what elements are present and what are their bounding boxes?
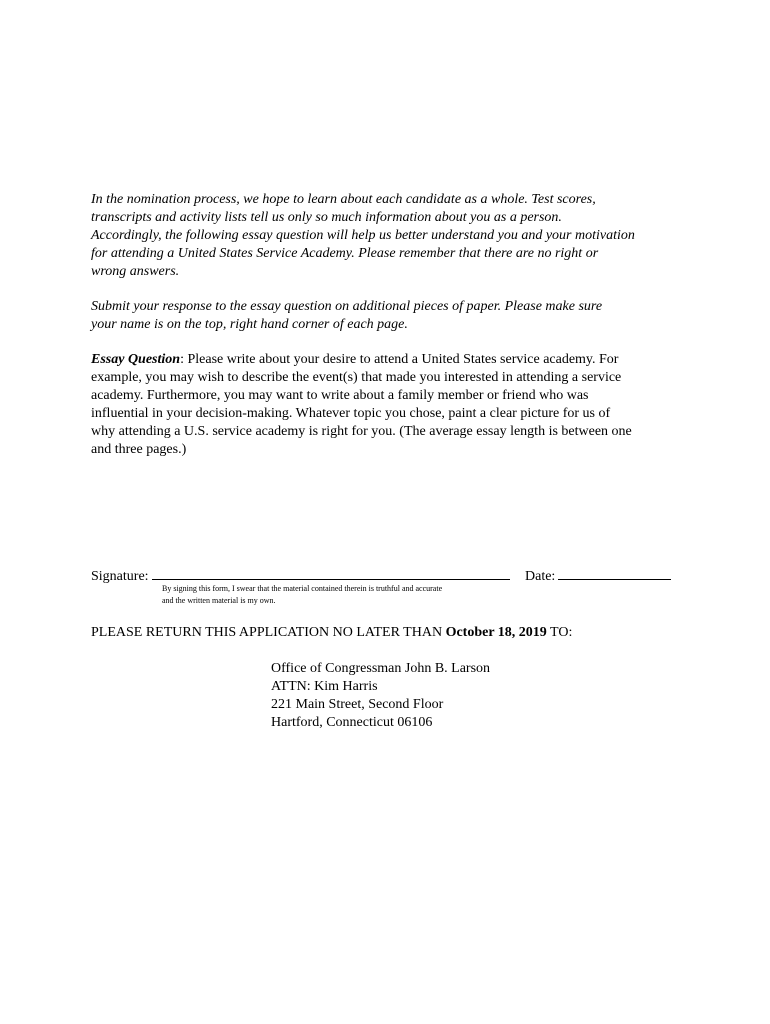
essay-line: example, you may wish to describe the event(s) that made you interested in attending a service xyxy=(91,370,622,385)
essay-question xyxy=(91,351,691,459)
return-notice-prefix: PLEASE RETURN THIS APPLICATION NO LATER THAN xyxy=(91,625,446,640)
essay-first-line xyxy=(91,351,691,369)
essay-line: why attending a U.S. service academy is right for you. (The average essay length is between one xyxy=(91,424,632,439)
essay-question-label: Essay Question xyxy=(91,352,181,367)
signature-note xyxy=(162,583,442,607)
signature-label: Signature: xyxy=(91,569,149,584)
intro-line: transcripts and activity lists tell us only so much information about you as a person. xyxy=(91,210,562,225)
essay-line: and three pages.) xyxy=(91,442,187,457)
address-line: 221 Main Street, Second Floor xyxy=(271,697,444,712)
submit-instructions xyxy=(91,298,691,334)
return-notice-suffix: TO: xyxy=(546,625,573,640)
intro-line: for attending a United States Service Academy. Please remember that there are no right or xyxy=(91,246,599,261)
essay-first-line-text: : Please write about your desire to attend a United States service academy. For xyxy=(180,352,619,367)
essay-line: influential in your decision-making. Whatever topic you chose, paint a clear picture for us of xyxy=(91,406,611,421)
date-field[interactable] xyxy=(558,565,671,580)
date-label: Date: xyxy=(525,569,556,584)
signature-note-line: and the written material is my own. xyxy=(162,596,276,605)
address-line: Office of Congressman John B. Larson xyxy=(271,661,491,676)
signature-field[interactable] xyxy=(152,565,510,580)
signature-note-line: By signing this form, I swear that the material contained therein is truthful and accurate xyxy=(162,584,443,593)
essay-line: academy. Furthermore, you may want to write about a family member or friend who was xyxy=(91,388,589,403)
return-notice xyxy=(91,624,572,642)
address-line: Hartford, Connecticut 06106 xyxy=(271,715,433,730)
date-row xyxy=(525,565,671,586)
intro-paragraph xyxy=(91,191,691,281)
submit-line: Submit your response to the essay question on additional pieces of paper. Please make sure xyxy=(91,299,603,314)
intro-line: Accordingly, the following essay question will help us better understand you and your motivation xyxy=(91,228,635,243)
mailing-address xyxy=(271,660,490,732)
return-deadline: October 18, 2019 xyxy=(445,625,547,640)
intro-line: wrong answers. xyxy=(91,264,180,279)
address-line: ATTN: Kim Harris xyxy=(271,679,378,694)
submit-line: your name is on the top, right hand corner of each page. xyxy=(91,317,408,332)
intro-line: In the nomination process, we hope to learn about each candidate as a whole. Test scores, xyxy=(91,192,596,207)
